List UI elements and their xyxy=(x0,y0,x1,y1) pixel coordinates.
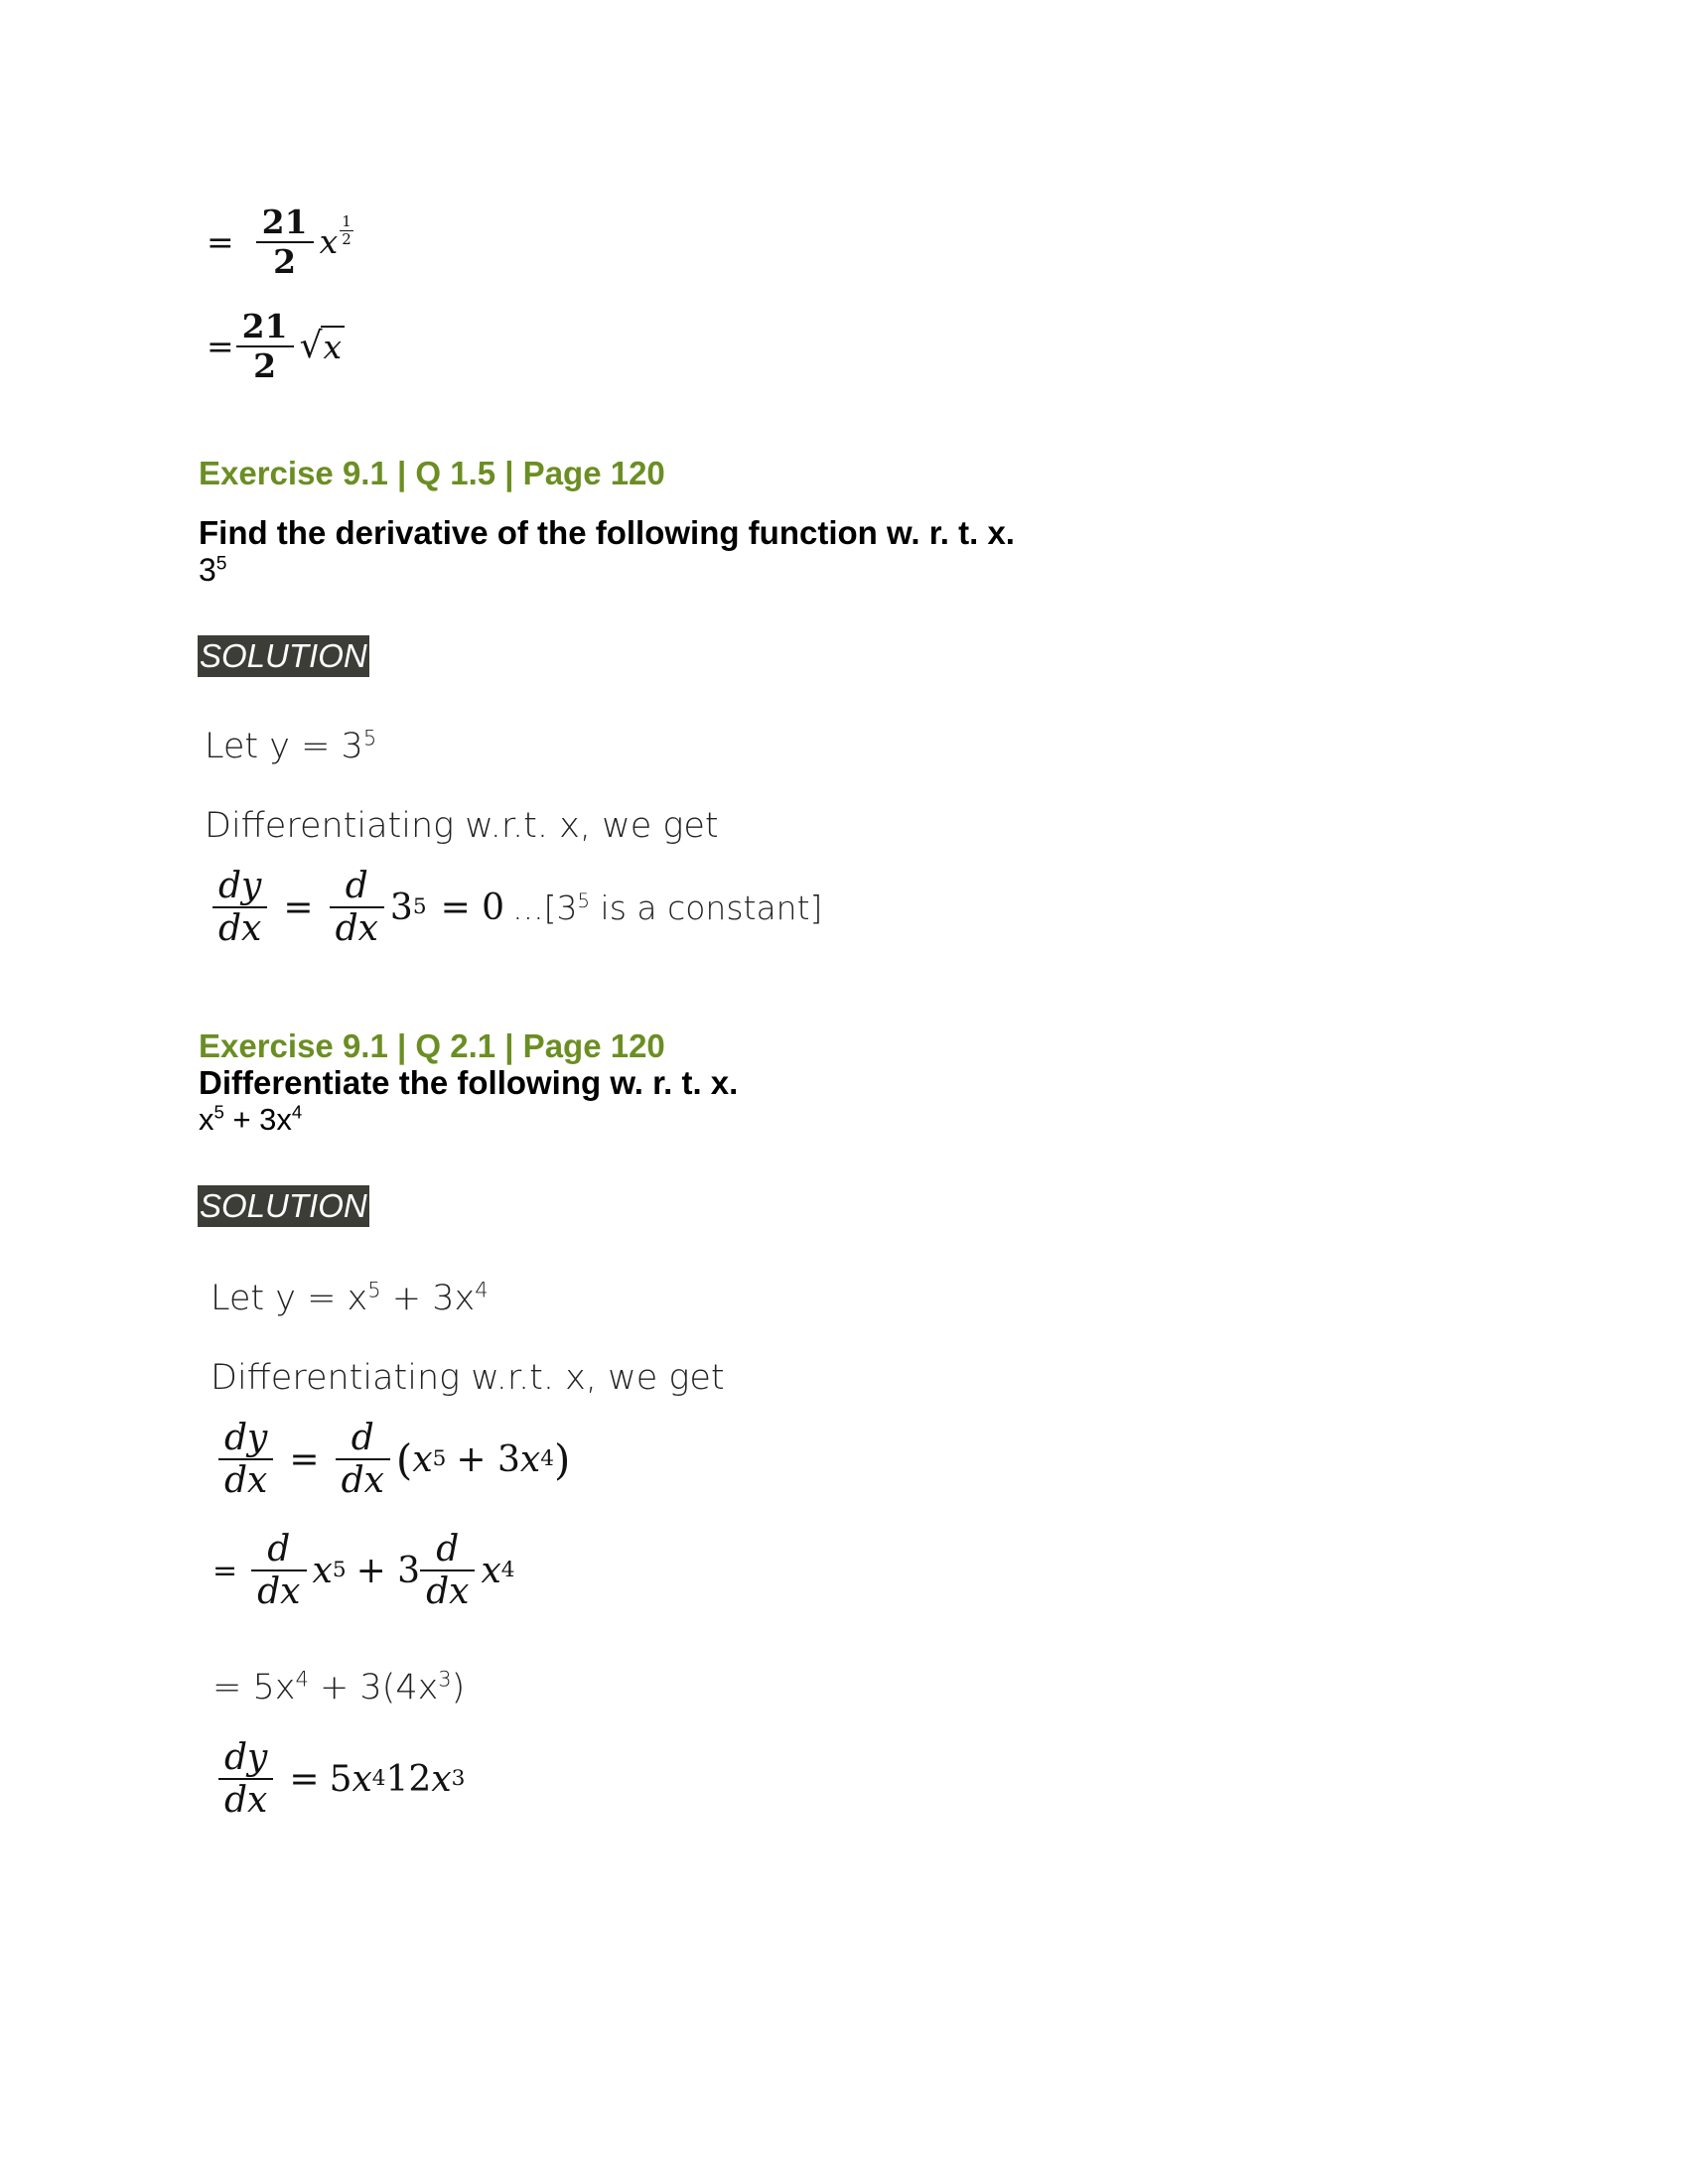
denominator: dx xyxy=(218,908,262,950)
variable: x xyxy=(481,1550,501,1591)
d-dx-operator xyxy=(336,1418,390,1502)
numerator: dy xyxy=(218,866,262,906)
numerator: 21 xyxy=(241,307,288,345)
let-text: Let y = 3 xyxy=(205,727,363,766)
denominator: 2 xyxy=(253,345,277,385)
denominator: 2 xyxy=(273,241,297,281)
question-text-q1-5: Find the derivative of the following function w. r. t. x. xyxy=(199,514,1015,551)
question-expression-q1-5 xyxy=(199,552,226,589)
term-x: x xyxy=(199,1102,214,1137)
numerator: 21 xyxy=(261,203,308,241)
derivative-equation-q1-5: $\frac{dy}{dx}$ = $\frac{d}{dx}$ 3 5 = 0 $...[3^5$ is a constant] xyxy=(207,866,822,950)
exponent: 4 xyxy=(475,1278,489,1302)
variable: x xyxy=(312,1550,333,1591)
exponent-numerator: 1 xyxy=(342,212,352,231)
variable: x xyxy=(321,326,346,366)
denominator: dx xyxy=(341,1460,384,1502)
result: = 0 xyxy=(440,887,505,928)
exercise-heading-q2-1: Exercise 9.1 | Q 2.1 | Page 120 xyxy=(199,1027,665,1064)
variable: x xyxy=(431,1758,452,1800)
term-3x: + 3x xyxy=(223,1102,292,1137)
d-dx-operator xyxy=(251,1529,306,1613)
base: 3 xyxy=(389,887,413,928)
sqrt-icon: √ xyxy=(299,326,323,367)
derivative-final: $\frac{dy}{dx}$ = 5 x 4 12 x 3 xyxy=(212,1737,465,1822)
dy-dx-fraction xyxy=(218,1737,273,1822)
coefficient: 12 xyxy=(385,1758,432,1800)
equals-sign: = xyxy=(289,1758,320,1800)
numerator: dy xyxy=(224,1418,268,1458)
numerator: d xyxy=(436,1529,460,1570)
let-statement-q2-1 xyxy=(211,1279,489,1318)
step-mid: + 3(4x xyxy=(308,1668,439,1707)
dy-dx-fraction xyxy=(218,1418,273,1502)
equals-sign: = xyxy=(212,1553,238,1588)
derivative-step-3 xyxy=(212,1668,465,1707)
plus-three: + 3 xyxy=(355,1550,421,1591)
denominator: dx xyxy=(224,1460,268,1502)
denominator: dx xyxy=(426,1571,470,1613)
numerator: dy xyxy=(224,1737,268,1778)
let-statement-q1-5 xyxy=(205,727,376,766)
constant-note xyxy=(512,888,822,927)
numerator: d xyxy=(345,866,368,906)
d-dx-operator xyxy=(420,1529,475,1613)
equals-sign: = xyxy=(207,222,234,262)
exponent: 5 xyxy=(362,726,377,751)
solution-badge-q1-5: SOLUTION xyxy=(198,635,369,677)
exponent-fraction xyxy=(340,213,353,249)
exponent: 5 xyxy=(215,553,227,575)
equals-sign: = xyxy=(207,327,234,366)
fraction xyxy=(236,308,294,385)
question-text-q2-1: Differentiate the following w. r. t. x. xyxy=(199,1064,739,1101)
numerator: d xyxy=(267,1529,291,1570)
open-paren: ( xyxy=(395,1434,413,1484)
coefficient: 5 xyxy=(329,1758,352,1800)
derivative-step-2: = $\frac{d}{dx}$ x 5 + 3 $\frac{d}{dx}$ x 4 xyxy=(212,1529,515,1613)
variable: x xyxy=(319,222,339,262)
exponent-denominator: 2 xyxy=(342,230,352,249)
let-mid: + 3x xyxy=(380,1279,476,1318)
fraction xyxy=(256,204,314,281)
denominator: dx xyxy=(224,1780,268,1822)
derivative-step-1: $\frac{dy}{dx}$ = $\frac{d}{dx}$ ( x 5 + 3 x 4 ) xyxy=(212,1418,570,1502)
exponent: 4 xyxy=(295,1667,309,1692)
variable: x xyxy=(352,1758,372,1800)
variable: x xyxy=(519,1438,541,1480)
base: 3 xyxy=(199,552,216,588)
question-expression-q2-1 xyxy=(199,1102,302,1138)
exponent: 4 xyxy=(291,1101,303,1123)
exponent: 5 xyxy=(367,1278,381,1302)
close-paren: ) xyxy=(553,1434,571,1484)
solution-badge-q2-1: SOLUTION xyxy=(198,1185,369,1227)
equals-sign: = xyxy=(289,1438,320,1480)
note-suffix: is a constant] xyxy=(590,887,823,927)
variable: x xyxy=(412,1438,433,1480)
step-text: = 5x xyxy=(212,1668,296,1707)
exponent: 3 xyxy=(438,1667,452,1692)
denominator: dx xyxy=(257,1571,301,1613)
result-line-sqrt xyxy=(207,308,345,385)
plus-three: + 3 xyxy=(456,1438,520,1480)
numerator: d xyxy=(351,1418,374,1458)
close-paren: ) xyxy=(451,1668,466,1707)
let-text: Let y = x xyxy=(211,1279,368,1318)
dy-dx-fraction xyxy=(212,866,267,950)
exercise-heading-q1-5: Exercise 9.1 | Q 1.5 | Page 120 xyxy=(199,455,665,491)
d-dx-operator xyxy=(330,866,384,950)
note-prefix: ...[3 xyxy=(512,887,578,927)
result-line-fraction-power xyxy=(207,204,353,281)
denominator: dx xyxy=(335,908,378,950)
differentiating-statement-q2-1: Differentiating w.r.t. x, we get xyxy=(211,1358,725,1398)
differentiating-statement-q1-5: Differentiating w.r.t. x, we get xyxy=(205,806,719,846)
exponent: 5 xyxy=(577,888,591,912)
exponent: 5 xyxy=(213,1101,224,1123)
equals-sign: = xyxy=(283,887,314,928)
